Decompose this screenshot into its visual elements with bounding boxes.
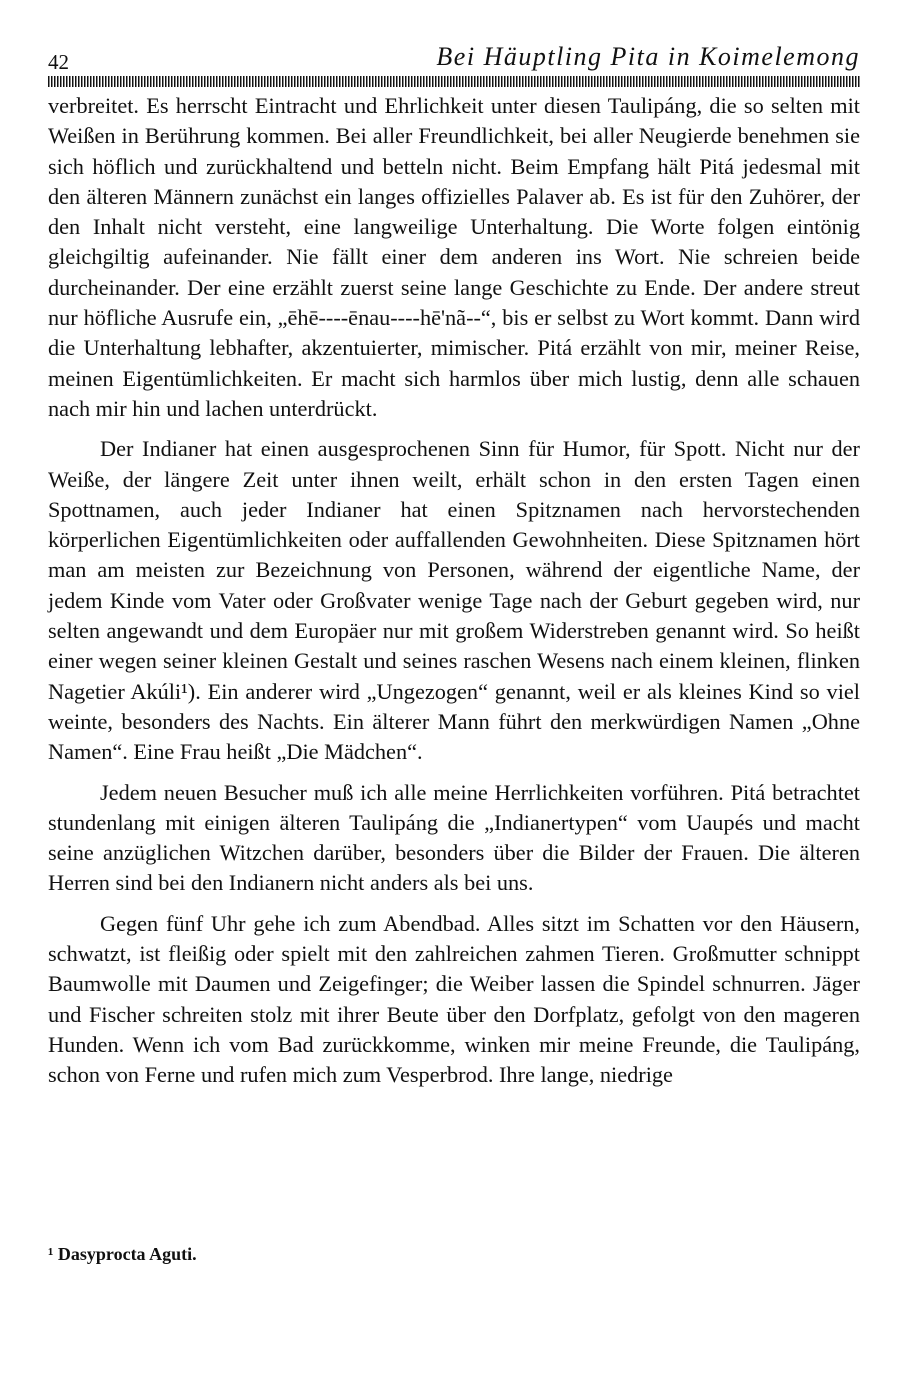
footnote: ¹ Dasyprocta Aguti. xyxy=(48,1244,197,1264)
header-rule xyxy=(48,76,860,87)
body-text xyxy=(48,91,860,1091)
running-title: Bei Häuptling Pita in Koimelemong xyxy=(436,42,860,71)
paragraph-1: verbreitet. Es herrscht Eintracht und Ehrlichkeit unter diesen Taulipáng, die so selten mit Weißen in Berührung kommen. Bei aller Freundlichkeit, bei aller Neugierde benehmen sie sich höflich und zurückhaltend und betteln nicht. Beim Empfang hält Pitá jedesmal mit den älteren Männern zunächst ein langes offizielles Palaver ab. Es ist für den Zuhörer, der den Inhalt nicht versteht, eine langweilige Unterhaltung. Die Worte folgen eintönig gleichgiltig aufeinander. Nie fällt einer dem anderen ins Wort. Nie schreien beide durcheinander. Der eine erzählt zuerst seine lange Geschichte zu Ende. Der andere streut nur höfliche Ausrufe ein, „ēhē----ēnau----hē'nã--“, bis er selbst zu Wort kommt. Dann wird die Unterhaltung lebhafter, akzentuierter, mimischer. Pitá erzählt von mir, meiner Reise, meinen Eigentümlichkeiten. Er macht sich harmlos über mich lustig, denn alle schauen nach mir hin und lachen unterdrückt. xyxy=(48,93,860,421)
page-number: 42 xyxy=(48,50,69,74)
page xyxy=(48,40,860,1091)
paragraph-4: Gegen fünf Uhr gehe ich zum Abendbad. Alles sitzt im Schatten vor den Häusern, schwatzt, ist fleißig oder spielt mit den zahlreichen zahmen Tieren. Großmutter schnippt Baumwolle mit Daumen und Zeigefinger; die Weiber lassen die Spindel schnurren. Jäger und Fischer schreiten stolz mit ihrer Beute über den Dorfplatz, gefolgt von den mageren Hunden. Wenn ich vom Bad zurückkomme, winken mir meine Freunde, die Taulipáng, schon von Ferne und rufen mich zum Vesperbrod. Ihre lange, niedrige xyxy=(48,910,860,1088)
page-header xyxy=(48,40,860,76)
paragraph-2: Der Indianer hat einen ausgesprochenen Sinn für Humor, für Spott. Nicht nur der Weiße, der längere Zeit unter ihnen weilt, erhält schon in den ersten Tagen einen Spottnamen, auch jeder Indianer hat einen Spitznamen nach hervorstechenden körperlichen Eigentümlichkeiten oder auffallenden Gewohnheiten. Diese Spitznamen hört man am meisten zur Bezeichnung von Personen, während der eigentliche Name, der jedem Kinde vom Vater oder Großvater wenige Tage nach der Geburt gegeben wird, nur selten angewandt und dem Europäer nur mit großem Widerstreben genannt wird. So heißt einer wegen seiner kleinen Gestalt und seines raschen Wesens nach einem kleinen, flinken Nagetier Akúli¹). Ein anderer wird „Ungezogen“ genannt, weil er als kleines Kind so viel weinte, besonders des Nachts. Ein älterer Mann führt den merkwürdigen Namen „Ohne Namen“. Eine Frau heißt „Die Mädchen“. xyxy=(48,436,860,765)
paragraph-3: Jedem neuen Besucher muß ich alle meine Herrlichkeiten vorführen. Pitá betrachtet stundenlang mit einigen älteren Taulipáng die „Indianertypen“ vom Uaupés und macht seine anzüglichen Witzchen darüber, besonders über die Bilder der Frauen. Die älteren Herren sind bei den Indianern nicht anders als bei uns. xyxy=(48,779,860,896)
